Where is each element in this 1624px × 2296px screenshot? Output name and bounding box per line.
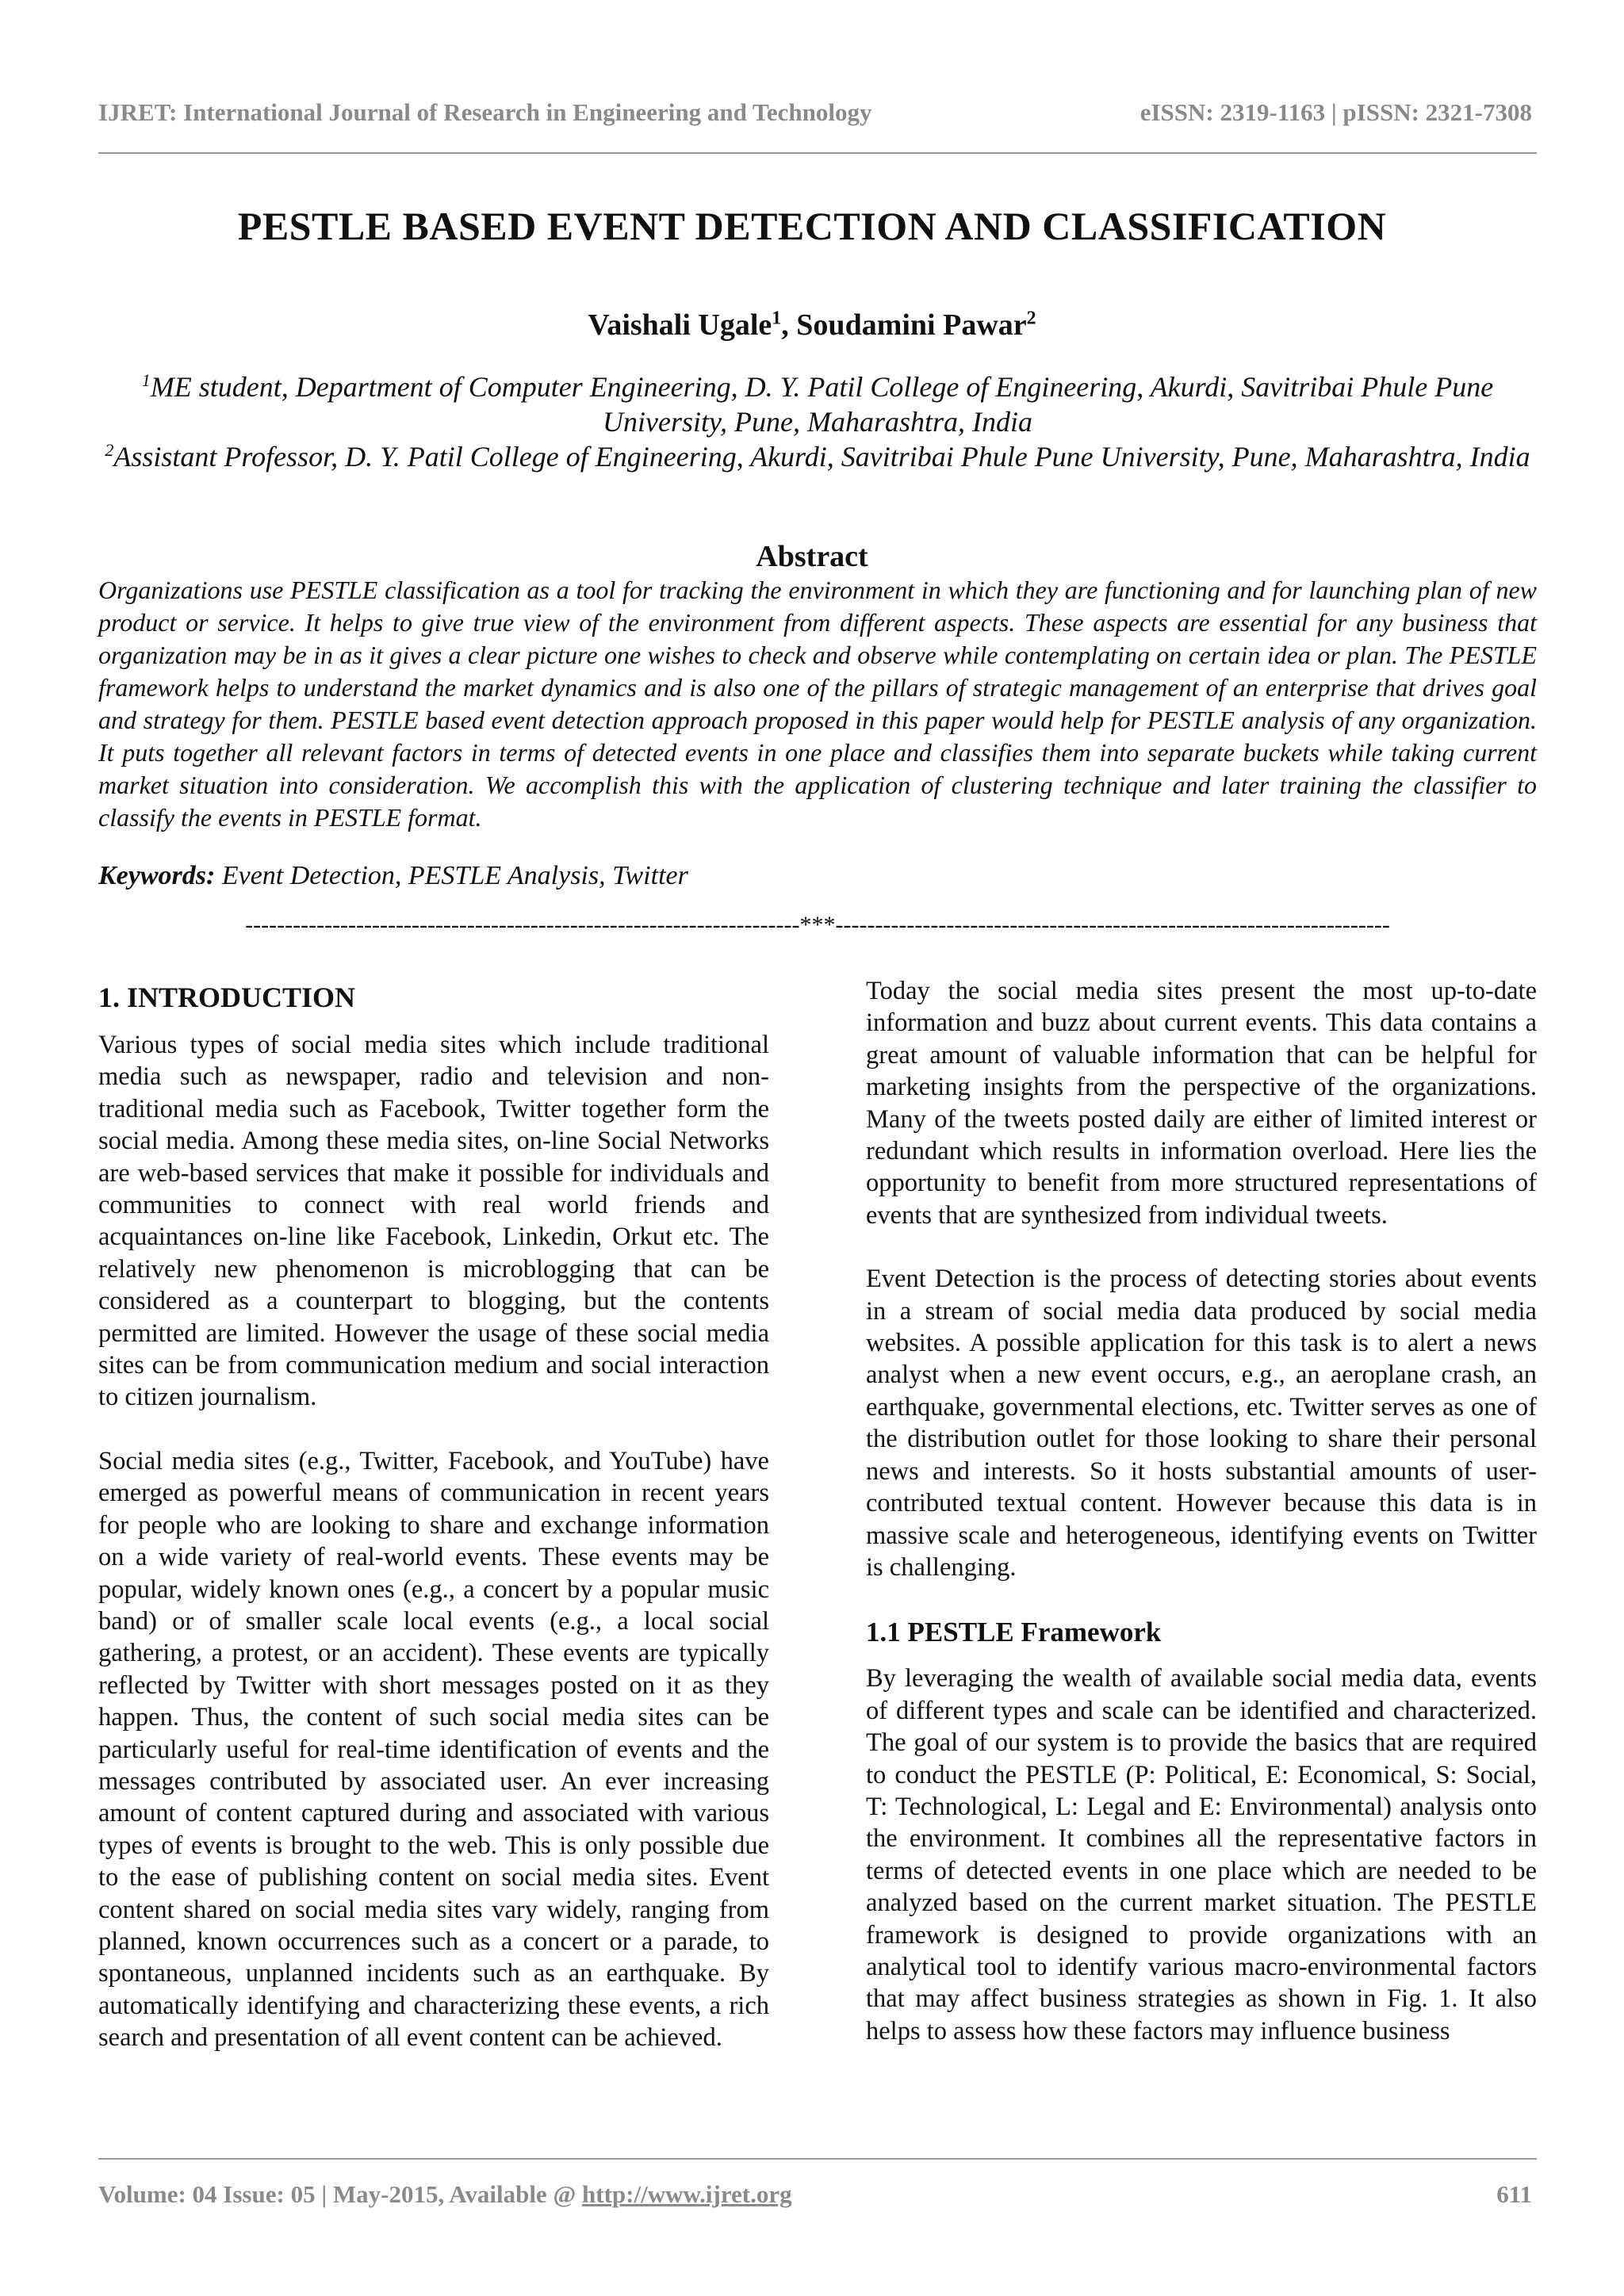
keywords-line xyxy=(98,861,688,891)
author-name: Soudamini Pawar xyxy=(796,308,1027,342)
affiliation-text: ME student, Department of Computer Engineering, D. Y. Patil College of Engineering, Akurdi, Savitribai Phule Pune University, Pune, Maharashtra, India xyxy=(150,371,1494,438)
paragraph: By leveraging the wealth of available social media data, events of different types and scale can be identified and characterized. The goal of our system is to provide the basics that are required to conduct the PESTLE (P: Political, E: Economical, S: Social, T: Technological, L: Legal and E: Environmental) analysis onto the environment. It combines all the representative factors in terms of detected events in one place which are needed to be analyzed based on the current market situation. The PESTLE framework is designed to provide organizations with an analytical tool to identify various macro-environmental factors that may affect business strategies as shown in Fig. 1. It also helps to assess how these factors may influence business xyxy=(866,1664,1537,2045)
keywords-label: Keywords: xyxy=(98,861,216,890)
author-name: Vaishali Ugale xyxy=(588,308,772,342)
affiliation-text: Assistant Professor, D. Y. Patil College of Engineering, Akurdi, Savitribai Phule Pune University, Pune, Maharashtra, India xyxy=(113,441,1530,473)
header-rule xyxy=(98,152,1537,154)
author-sup: 2 xyxy=(1026,308,1036,329)
author-list xyxy=(0,308,1624,342)
section-heading: 1. INTRODUCTION xyxy=(98,982,356,1013)
right-column xyxy=(866,975,1537,2079)
footer-rule xyxy=(98,2158,1537,2160)
issn-info: eISSN: 2319-1163 | pISSN: 2321-7308 xyxy=(1139,98,1532,126)
section-separator: ----------------------------------------------------------------------***---------------------------------------------------------------------- xyxy=(245,912,1390,938)
paragraph: Various types of social media sites which include traditional media such as newspaper, radio and television and non-traditional media such as Facebook, Twitter together form the social media. Among these media sites, on-line Social Networks are web-based services that make it possible for individuals and communities to connect with real world friends and acquaintances on-line like Facebook, Linkedin, Orkut etc. The relatively new phenomenon is microblogging that can be considered as a counterpart to blogging, but the contents permitted are limited. However the usage of these social media sites can be from communication medium and social interaction to citizen journalism. xyxy=(98,1031,769,1412)
affiliation-2 xyxy=(98,433,1537,474)
keywords-text: Event Detection, PESTLE Analysis, Twitter xyxy=(221,861,688,890)
subsection-heading: 1.1 PESTLE Framework xyxy=(866,1617,1162,1648)
paper-title: PESTLE BASED EVENT DETECTION AND CLASSIFICATION xyxy=(237,204,1387,248)
affiliation-sup: 1 xyxy=(141,370,151,390)
left-column xyxy=(98,980,769,2086)
footer-volume xyxy=(98,2180,792,2209)
page-number: 611 xyxy=(1496,2180,1532,2208)
paragraph: Event Detection is the process of detecting stories about events in a stream of social media data produced by social media websites. A possible application for this task is to alert a news analyst when a new event occurs, e.g., an aeroplane crash, an earthquake, governmental elections, etc. Twitter serves as one of the distribution outlet for those looking to share their personal news and interests. So it hosts substantial amounts of user-contributed textual content. However because this data is in massive scale and heterogeneous, identifying events on Twitter is challenging. xyxy=(866,1265,1537,1582)
author-separator: , xyxy=(781,308,797,342)
affiliation-1 xyxy=(98,363,1537,439)
abstract-heading: Abstract xyxy=(756,540,868,573)
journal-name: IJRET: International Journal of Research in Engineering and Technology xyxy=(98,98,872,126)
affiliation-sup: 2 xyxy=(105,440,114,460)
paragraph: Social media sites (e.g., Twitter, Facebook, and YouTube) have emerged as powerful means of communication in recent years for people who are looking to share and exchange information on a wide variety of real-world events. These events may be popular, widely known ones (e.g., a concert by a popular music band) or of smaller scale local events (e.g., a local social gathering, a protest, or an accident). These events are typically reflected by Twitter with short messages posted on it as they happen. Thus, the content of such social media sites can be particularly useful for real-time identification of events and the messages contributed by associated user. An ever increasing amount of content captured during and associated with various types of events is brought to the web. This is only possible due to the ease of publishing content on social media sites. Event content shared on social media sites vary widely, ranging from planned, known occurrences such as a concert or a parade, to spontaneous, unplanned incidents such as an earthquake. By automatically identifying and characterizing these events, a rich search and presentation of all event content can be achieved. xyxy=(98,1446,769,2053)
paragraph: Today the social media sites present the most up-to-date information and buzz about current events. This data contains a great amount of valuable information that can be helpful for marketing insights from the perspective of the organizations. Many of the tweets posted daily are either of limited interest or redundant which results in information overload. Here lies the opportunity to benefit from more structured representations of events that are synthesized from individual tweets. xyxy=(866,977,1537,1230)
author-sup: 1 xyxy=(772,308,782,329)
journal-link[interactable]: http://www.ijret.org xyxy=(582,2180,792,2208)
footer-volume-text: Volume: 04 Issue: 05 | May-2015, Available @ xyxy=(98,2180,583,2208)
abstract-text: Organizations use PESTLE classification as a tool for tracking the environment in which they are functioning and for launching plan of new product or service. It helps to give true view of the environment from different aspects. These aspects are essential for any business that organization may be in as it gives a clear picture one wishes to check and observe while contemplating on certain idea or plan. The PESTLE framework helps to understand the market dynamics and is also one of the pillars of strategic management of an enterprise that drives goal and strategy for them. PESTLE based event detection approach proposed in this paper would help for PESTLE analysis of any organization. It puts together all relevant factors in terms of detected events in one place and classifies them into separate buckets while taking current market situation into consideration. We accomplish this with the application of clustering technique and later training the classifier to classify the events in PESTLE format. xyxy=(98,576,1537,832)
